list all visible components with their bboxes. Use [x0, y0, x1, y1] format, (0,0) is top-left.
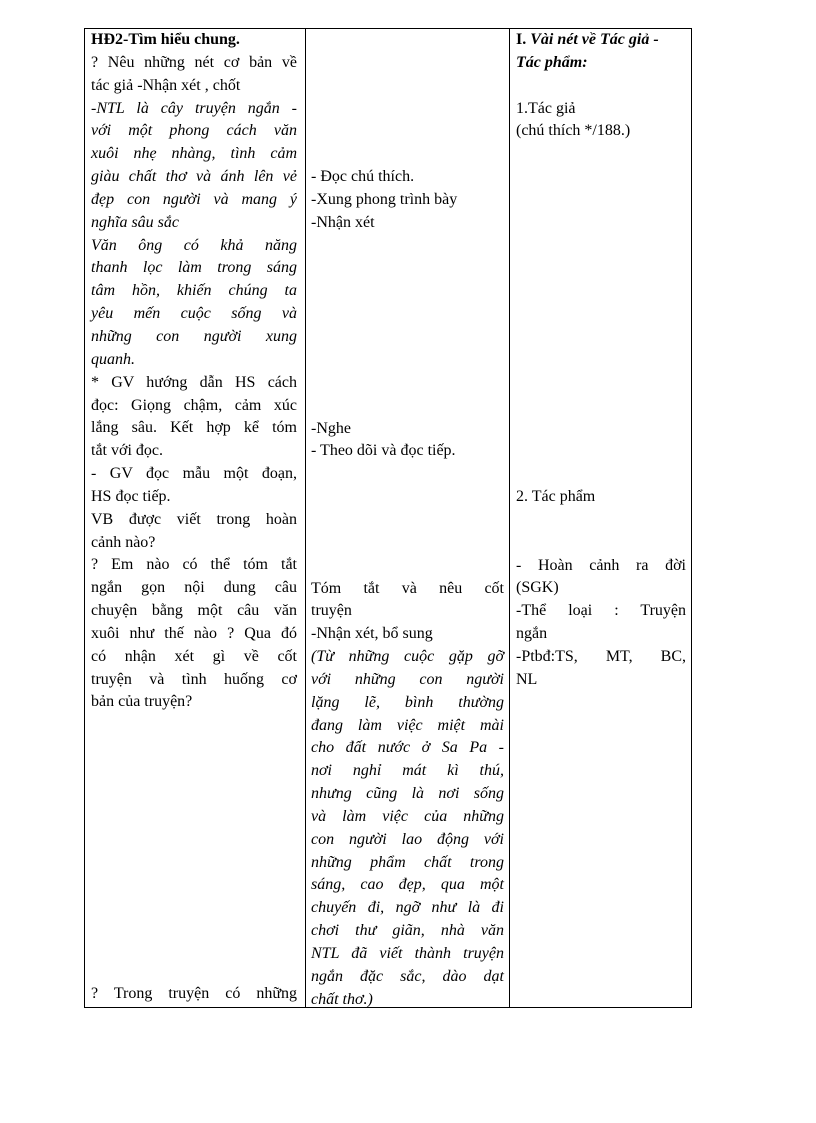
- teacher-activity-column: [91, 29, 297, 714]
- student-activity: - Đọc chú thích.: [311, 168, 415, 186]
- author-note: với một phong cách văn: [91, 122, 297, 140]
- lesson-table: [84, 28, 692, 1008]
- student-activity: -Nhận xét: [311, 213, 375, 231]
- style-note: những con người xung: [91, 327, 297, 345]
- work-detail: -Ptbđ:TS, MT, BC,: [516, 647, 686, 665]
- work-detail: -Thể loại : Truyện: [516, 602, 686, 620]
- story-summary: nơi nghỉ mát kì thú,: [311, 762, 504, 780]
- story-summary: nhưng cũng là nơi sống: [311, 785, 504, 803]
- column-divider: [509, 29, 510, 1007]
- next-question: ? Trong truyện có những: [91, 985, 297, 1002]
- reading-instruction: - GV đọc mẫu một đoạn,: [91, 465, 297, 483]
- story-summary: những phẩm chất trong: [311, 853, 504, 871]
- style-note: Văn ông có khả năng: [91, 236, 297, 254]
- student-activity: -Nghe: [311, 419, 351, 437]
- question-text: ? Nêu những nét cơ bản về: [91, 53, 297, 71]
- work-detail: (SGK): [516, 579, 559, 597]
- content-column: [516, 29, 686, 143]
- summary-question: có nhận xét gì về cốt: [91, 647, 297, 665]
- story-summary: đang làm việc miệt mài: [311, 716, 504, 734]
- story-summary: chơi thư giãn, nhà văn: [311, 922, 504, 940]
- story-summary: lặng lẽ, bình thường: [311, 693, 504, 711]
- author-note: đẹp con người và mang ý: [91, 190, 297, 208]
- summary-task: truyện: [311, 602, 352, 620]
- student-activity: -Xung phong trình bày: [311, 190, 458, 208]
- work-section: [516, 486, 686, 509]
- student-activity: -Nhận xét, bổ sung: [311, 625, 433, 643]
- story-summary: NTL đã viết thành truyện: [311, 945, 504, 962]
- story-summary: với những con người: [311, 670, 504, 688]
- summary-question: xuôi như thế nào ? Qua đó: [91, 624, 297, 642]
- summary-group: [311, 578, 504, 1012]
- story-summary: và làm việc của những: [311, 807, 504, 825]
- context-question: cảnh nào?: [91, 533, 156, 551]
- activity-heading: HĐ2-Tìm hiểu chung.: [91, 31, 240, 48]
- story-summary: cho đất nước ở Sa Pa -: [311, 739, 504, 757]
- style-note: thanh lọc làm trong sáng: [91, 259, 297, 277]
- context-question: VB được viết trong hoàn: [91, 510, 297, 528]
- section-heading: [516, 29, 686, 52]
- summary-question: truyện và tình huống cơ: [91, 670, 297, 688]
- author-note: -NTL là cây truyện ngắn -: [91, 99, 297, 117]
- section-title: Vài nét về Tác giả -: [530, 31, 659, 48]
- footnote-reference: (chú thích */188.): [516, 122, 631, 140]
- subsection-author: 1.Tác giả: [516, 99, 576, 117]
- story-summary: con người lao động với: [311, 830, 504, 848]
- student-activity-group: [311, 418, 504, 464]
- author-note: xuôi nhẹ nhàng, tình cảm: [91, 145, 297, 163]
- reading-instruction: HS đọc tiếp.: [91, 487, 171, 505]
- story-summary: chuyến đi, ngỡ như là đi: [311, 899, 504, 917]
- style-note: quanh.: [91, 350, 135, 368]
- author-note: nghĩa sâu sắc: [91, 213, 179, 231]
- reading-guide: đọc: Giọng chậm, cảm xúc: [91, 396, 297, 414]
- story-summary: chất thơ.): [311, 990, 373, 1008]
- style-note: tâm hồn, khiến chúng ta: [91, 282, 297, 300]
- student-activity-column: [311, 166, 504, 235]
- reading-guide: tắt với đọc.: [91, 442, 163, 460]
- summary-task: Tóm tắt và nêu cốt: [311, 579, 504, 597]
- reading-guide: * GV hướng dẫn HS cách: [91, 373, 297, 391]
- story-summary: (Từ những cuộc gặp gỡ: [311, 648, 504, 666]
- column-divider: [305, 29, 306, 1007]
- style-note: yêu mến cuộc sống và: [91, 305, 297, 323]
- section-title: Tác phẩm:: [516, 53, 588, 71]
- section-number: I.: [516, 31, 527, 48]
- summary-question: bản của truyện?: [91, 693, 193, 711]
- story-summary: ngắn đặc sắc, dào dạt: [311, 967, 504, 985]
- student-activity: - Theo dõi và đọc tiếp.: [311, 442, 456, 460]
- question-text: tác giả -Nhận xét , chốt: [91, 76, 241, 94]
- reading-guide: lắng sâu. Kết hợp kể tóm: [91, 419, 297, 437]
- work-details: [516, 555, 686, 692]
- story-summary: sáng, cao đẹp, qua một: [311, 876, 504, 894]
- summary-question: ? Em nào có thể tóm tắt: [91, 556, 297, 574]
- summary-question: chuyện bằng một câu văn: [91, 602, 297, 620]
- subsection-work: 2. Tác phẩm: [516, 488, 596, 505]
- work-detail: NL: [516, 670, 538, 688]
- summary-question: ngắn gọn nội dung câu: [91, 579, 297, 597]
- work-detail: ngắn: [516, 625, 548, 643]
- author-note: giàu chất thơ và ánh lên vẻ: [91, 168, 297, 186]
- work-detail: - Hoàn cảnh ra đời: [516, 556, 686, 574]
